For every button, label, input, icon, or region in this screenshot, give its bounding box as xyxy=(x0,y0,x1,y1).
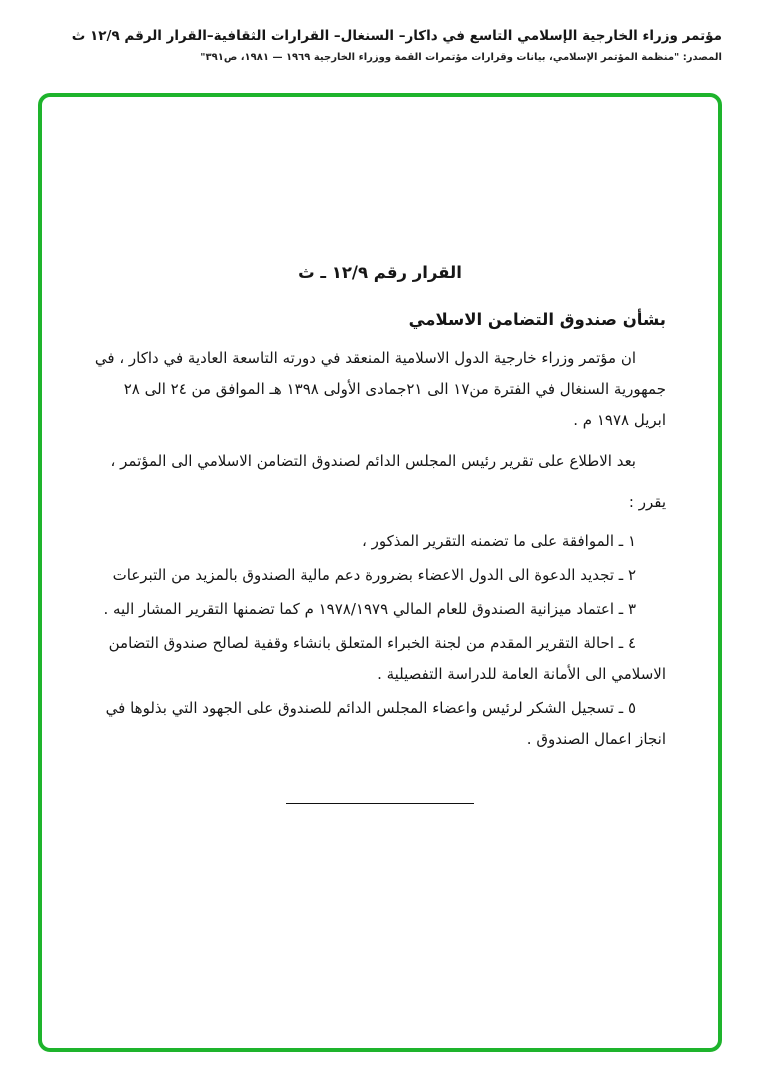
decides-label: يقرر : xyxy=(628,493,666,511)
document-body xyxy=(94,257,666,804)
page-header xyxy=(36,26,722,65)
resolution-item-1: ١ ـ الموافقة على ما تضمنه التقرير المذكور ، xyxy=(361,532,636,550)
resolution-subject: بشأن صندوق التضامن الاسلامي xyxy=(408,310,666,329)
resolution-item-4: ٤ ـ احالة التقرير المقدم من لجنة الخبراء المتعلق بانشاء وقفية لصالح صندوق التضامن الاسلامي الى الأمانة العامة للدراسة التفصيلية . xyxy=(108,634,666,683)
resolution-item-3: ٣ ـ اعتماد ميزانية الصندوق للعام المالي ١٩٧٨/١٩٧٩ م كما تضمنها التقرير المشار اليه . xyxy=(103,600,636,618)
header-title: مؤتمر وزراء الخارجية الإسلامي التاسع في داكار– السنغال– القرارات الثقافية–القرار الرقم ١٢/٩ ث xyxy=(71,28,722,44)
signature-divider xyxy=(286,803,474,804)
green-border-frame xyxy=(38,93,722,1052)
header-source: المصدر: "منظمة المؤتمر الإسلامي، بيانات وقرارات مؤتمرات القمة ووزراء الخارجية ١٩٦٩ — ١٩٨١، ص٣٩١" xyxy=(200,52,722,63)
resolution-item-2: ٢ ـ تجديد الدعوة الى الدول الاعضاء بضرورة دعم مالية الصندوق بالمزيد من التبرعات xyxy=(112,566,636,584)
report-review-paragraph: بعد الاطلاع على تقرير رئيس المجلس الدائم لصندوق التضامن الاسلامي الى المؤتمر ، xyxy=(110,452,636,470)
preamble-paragraph: ان مؤتمر وزراء خارجية الدول الاسلامية المنعقد في دورته التاسعة العادية في داكار ، في جمهورية السنغال في الفترة من١٧ الى ٢١جمادى الأولى ١٣٩٨ هـ الموافق من ٢٤ الى ٢٨ ابريل ١٩٧٨ م . xyxy=(94,349,666,429)
resolution-item-5: ٥ ـ تسجيل الشكر لرئيس واعضاء المجلس الدائم للصندوق على الجهود التي بذلوها في انجاز اعمال الصندوق . xyxy=(105,699,666,748)
resolution-title: القرار رقم ١٢/٩ ـ ث xyxy=(298,263,462,282)
